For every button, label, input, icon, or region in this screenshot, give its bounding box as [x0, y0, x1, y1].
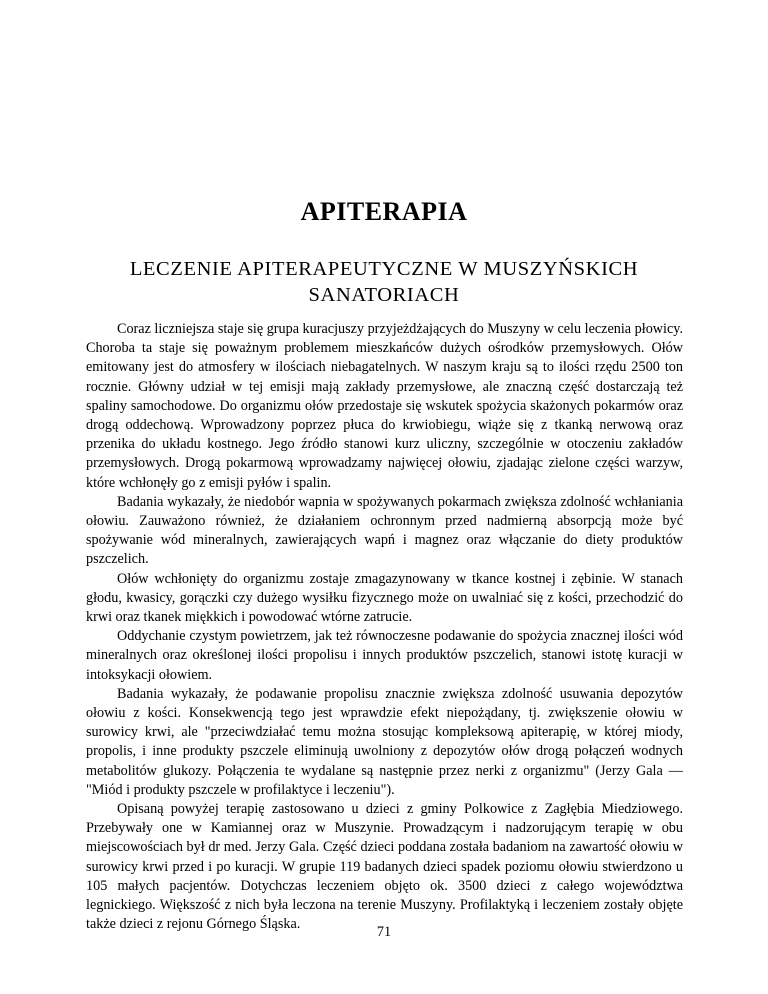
- paragraph: Badania wykazały, że podawanie propolisu znacznie zwiększa zdolność usuwania depozytów ołowiu z kości. Konsekwencją tego jest wprawdzie efekt niepożądany, tj. zwiększenie ołowiu w surowicy krwi, ale "przeciwdziałać temu można stosując kompleksową apiterapię, w której miody, propolis, i inne produkty pszczele eliminują uwolniony z depozytów ołów drogą połączeń wodnych metabolitów glukozy. Połączenia te wydalane są następnie przez nerki z organizmu" (Jerzy Gala — "Miód i produkty pszczele w profilaktyce i leczeniu").: [86, 685, 683, 798]
- paragraph: Badania wykazały, że niedobór wapnia w spożywanych pokarmach zwiększa zdolność wchłaniania ołowiu. Zauważono również, że działaniem ochronnym przed nadmierną absorpcją może być spożywanie wód mineralnych, zawierających wapń i magnez oraz włączanie do diety produktów pszczelich.: [86, 493, 683, 568]
- page-title: APITERAPIA: [300, 197, 468, 226]
- paragraph: Opisaną powyżej terapię zastosowano u dzieci z gminy Polkowice z Zagłębia Miedziowego. Przebywały one w Kamiannej oraz w Muszynie. Prowadzącym i nadzorującym terapię w obu miejscowościach był dr med. Jerzy Gala. Część dzieci poddana została badaniom na zawartość ołowiu w surowicy krwi przed i po kuracji. W grupie 119 badanych dzieci spadek poziomu ołowiu stwierdzono u 105 małych pacjentów. Dotychczas leczeniem objęto ok. 3500 dzieci z całego województwa legnickiego. Większość z nich była leczona na terenie Muszyny. Profilaktyką i leczeniem zostały objęte także dzieci z rejonu Górnego Śląska.: [86, 801, 683, 933]
- paragraph: Oddychanie czystym powietrzem, jak też równoczesne podawanie do spożycia znacznej ilości wód mineralnych oraz określonej ilości propolisu i innych produktów pszczelich, stanowi istotę kuracji w intoksykacji ołowiem.: [86, 628, 683, 683]
- section-subtitle: LECZENIE APITERAPEUTYCZNE W MUSZYŃSKICH SANATORIACH: [129, 258, 639, 306]
- paragraph: Coraz liczniejsza staje się grupa kuracjuszy przyjeżdżających do Muszyny w celu leczenia płowicy. Choroba ta staje się poważnym problemem mieszkańców dużych ośrodków przemysłowych. Ołów emitowany jest do atmosfery w ilościach niebagatelnych. W naszym kraju są to ilości rzędu 2500 ton rocznie. Główny udział w tej emisji mają zakłady przemysłowe, ale znaczną część dostarczają też spaliny samochodowe. Do organizmu ołów przedostaje się wskutek spożycia skażonych pokarmów oraz drogą oddechową. Wprowadzony poprzez płuca do krwiobiegu, wiąże się z tkanką nerwową oraz przenika do układu kostnego. Jego źródło stanowi kurz uliczny, szczególnie w otoczeniu zakładów przemysłowych. Drogą pokarmową wprowadzamy najwięcej ołowiu, zjadając zielone części warzyw, które wchłonęły go z emisji pyłów i spalin.: [86, 321, 683, 491]
- body-text: [86, 320, 683, 935]
- page-number: 71: [376, 924, 392, 940]
- paragraph: Ołów wchłonięty do organizmu zostaje zmagazynowany w tkance kostnej i zębinie. W stanach głodu, kwasicy, gorączki czy dużego wysiłku fizycznego może on uwalniać się z kości, przechodzić do krwi oraz tkanek miękkich i powodować wtórne zatrucie.: [86, 570, 683, 626]
